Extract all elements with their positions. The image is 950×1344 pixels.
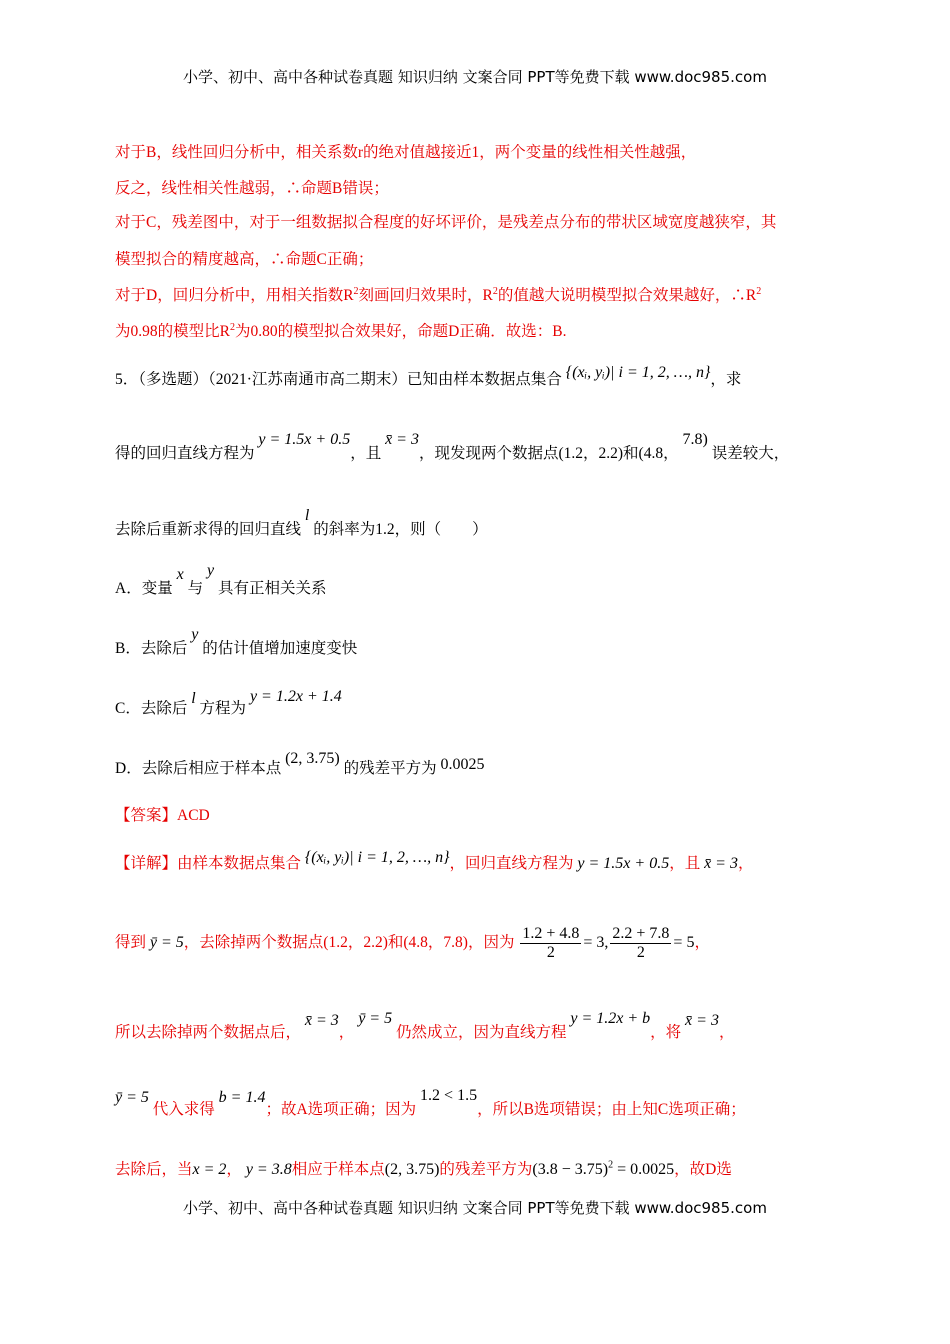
question-stem: 5．（多选题）（2021·江苏南通市高二期末）已知由样本数据点集合 (115, 371, 562, 388)
math-result: = 0.0025 (617, 1161, 675, 1178)
superscript: 2 (353, 285, 359, 297)
text-fragment: 的斜率为1.2，则（ ） (313, 521, 488, 538)
math-xbar: x̄ = 3 (704, 855, 738, 872)
detail-label: 【详解】 (115, 855, 178, 872)
question-line (115, 431, 835, 463)
text-fragment: 的值越大说明模型拟合效果越好，∴R (497, 287, 757, 304)
text-fragment: 为0.80的模型拟合效果好，命题D正确．故选：B. (234, 323, 567, 340)
text-fragment: B．去除后 (115, 640, 188, 657)
math-equation: y = 1.5x + 0.5 (577, 855, 670, 872)
math-equation: y = 1.2x + b (570, 1010, 651, 1027)
text-fragment: 由样本数据点集合 (177, 855, 302, 872)
math-equation: x = 2 (192, 1161, 227, 1178)
math-ybar: ȳ = 5 (358, 1010, 393, 1027)
text-fragment: 代入求得 (152, 1101, 215, 1118)
math-text: = 5 (673, 934, 695, 952)
math-value: 7.8) (682, 431, 708, 448)
text-fragment: ， (338, 1024, 355, 1041)
math-variable: x (176, 566, 184, 583)
text-fragment: ，回归直线方程为 (449, 855, 574, 872)
text-fragment: ，求 (710, 371, 742, 388)
fraction (610, 925, 671, 962)
text-fragment: 的估计值增加速度变快 (202, 640, 358, 657)
fraction-numerator: 2.2 + 7.8 (612, 925, 670, 942)
math-equation: b = 1.4 (218, 1089, 266, 1106)
text-fragment: 误差较大， (711, 445, 790, 462)
explanation-line: 反之，线性相关性越弱，∴命题B错误； (115, 180, 389, 197)
detail-line (115, 1087, 835, 1119)
math-variable: l (304, 507, 310, 524)
option-c (115, 688, 835, 718)
explanation-line: 对于B，线性回归分析中，相关系数r的绝对值越接近1，两个变量的线性相关性越强， (115, 144, 697, 161)
question-line (115, 364, 835, 389)
math-set: {(xᵢ, yᵢ)| i = 1, 2, …, n} (565, 364, 711, 381)
text-fragment: ， (694, 934, 710, 952)
text-fragment: ，将 (650, 1024, 682, 1041)
text-fragment: 仍然成立，因为直线方程 (395, 1024, 567, 1041)
fraction-denominator: 2 (546, 944, 555, 961)
text-fragment: ，且 (350, 445, 382, 462)
detail-line (115, 851, 835, 873)
text-fragment: 的残差平方为 (343, 760, 437, 777)
question-line (115, 507, 835, 539)
text-fragment: 的残差平方为 (439, 1161, 533, 1178)
fraction (520, 925, 581, 962)
text-fragment: ，去除掉两个数据点(1.2，2.2)和(4.8，7.8)，因为 (183, 934, 515, 952)
explanation-line: 模型拟合的精度越高，∴命题C正确； (115, 251, 374, 268)
text-fragment: ，所以B选项错误；由上知C选项正确； (477, 1101, 746, 1118)
text-fragment: ，故D选 (674, 1161, 732, 1178)
answer-value: ACD (177, 807, 210, 824)
fraction-denominator: 2 (636, 944, 645, 961)
superscript: 2 (229, 321, 235, 333)
math-point: (2, 3.75) (285, 750, 340, 767)
detail-line (115, 1157, 835, 1179)
text-fragment: 方程为 (199, 700, 247, 717)
option-b (115, 626, 835, 658)
text-fragment: 得到 (115, 934, 147, 952)
text-fragment: 得的回归直线方程为 (115, 445, 255, 462)
superscript: 2 (756, 285, 762, 297)
math-xbar: x̄ = 3 (304, 1012, 339, 1029)
explanation-line: 对于C，残差图中，对于一组数据拟合程度的好坏评价，是残差点分布的带状区域宽度越狭窄，其 (115, 214, 777, 231)
text-fragment: 为0.98的模型比R (115, 323, 230, 340)
math-equation: y = 1.5x + 0.5 (258, 431, 351, 448)
text-fragment: 去除后重新求得的回归直线 (115, 521, 302, 538)
math-ybar: ȳ = 5 (115, 1089, 149, 1106)
text-fragment: 与 (187, 580, 204, 597)
text-fragment: 去除后，当 (115, 1161, 193, 1178)
math-point: (2, 3.75) (384, 1161, 440, 1178)
page-header: 小学、初中、高中各种试卷真题 知识归纳 文案合同 PPT等免费下载 www.doc985.com (183, 68, 767, 86)
text-fragment: 所以去除掉两个数据点后， (115, 1024, 302, 1041)
fraction-numerator: 1.2 + 4.8 (522, 925, 580, 942)
math-expression (532, 1161, 674, 1178)
text-fragment: D．去除后相应于样本点 (115, 760, 282, 777)
text-fragment: A．变量 (115, 580, 173, 597)
answer-line (115, 803, 835, 825)
text-fragment: ， (718, 1024, 735, 1041)
text-fragment: ；故A选项正确；因为 (265, 1101, 417, 1118)
superscript: 2 (492, 285, 498, 297)
text-fragment: ，现发现两个数据点(1.2，2.2)和(4.8， (418, 445, 679, 462)
text-fragment: 对于D，回归分析中，用相关指数R (115, 287, 354, 304)
math-ybar: ȳ = 5 (149, 934, 184, 952)
option-a (115, 562, 835, 598)
option-d (115, 750, 835, 778)
math-equation: y = 1.2x + 1.4 (249, 688, 342, 705)
superscript: 2 (608, 1159, 614, 1171)
math-variable: l (191, 690, 196, 707)
explanation-line (115, 319, 835, 341)
math-inequality: 1.2 < 1.5 (420, 1087, 478, 1104)
explanation-line (115, 283, 835, 305)
math-variable: y (206, 562, 215, 579)
page-footer: 小学、初中、高中各种试卷真题 知识归纳 文案合同 PPT等免费下载 www.doc985.com (183, 1199, 767, 1217)
text-fragment: 刻画回归效果时，R (358, 287, 493, 304)
detail-line (115, 1010, 835, 1042)
text-fragment: 相应于样本点 (291, 1161, 385, 1178)
math-equation: y = 3.8 (245, 1161, 292, 1178)
math-text: = 3, (583, 934, 609, 952)
math-value: 0.0025 (440, 756, 485, 773)
math-variable: y (191, 626, 199, 643)
math-xbar: x̄ = 3 (385, 431, 419, 448)
math-set: {(xᵢ, yᵢ)| i = 1, 2, …, n} (304, 849, 450, 866)
text-fragment: ，且 (669, 855, 701, 872)
math-xbar: x̄ = 3 (685, 1012, 719, 1029)
math-squared-base: (3.8 − 3.75) (532, 1161, 609, 1178)
detail-line (115, 925, 835, 962)
text-fragment: 具有正相关关系 (217, 580, 327, 597)
answer-label: 【答案】 (115, 807, 178, 824)
text-fragment: ， (226, 1161, 242, 1178)
text-fragment: C．去除后 (115, 700, 188, 717)
text-fragment: ， (737, 855, 754, 872)
